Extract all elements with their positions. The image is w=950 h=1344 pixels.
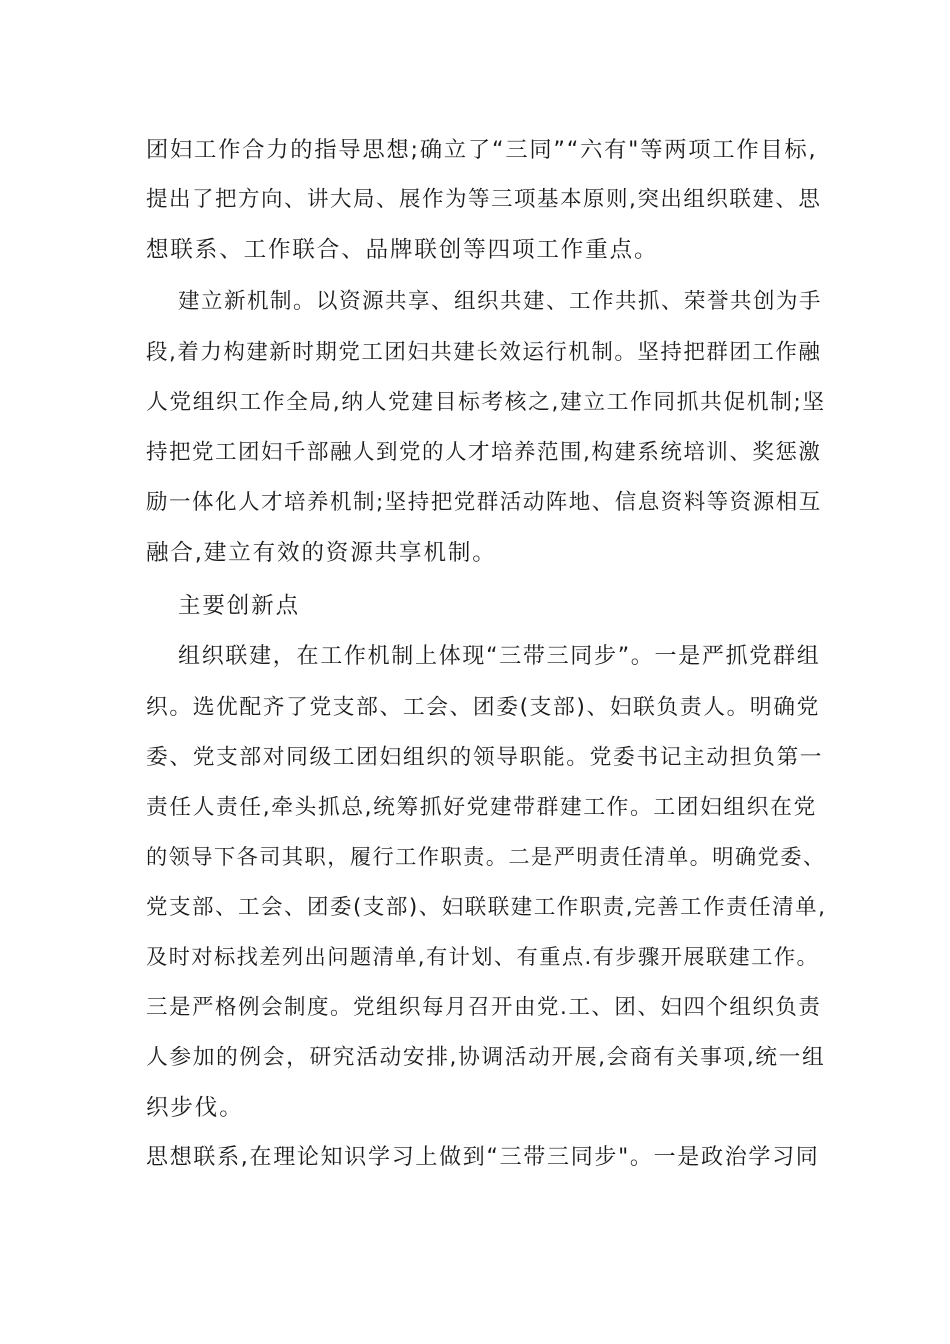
text-line: 思想联系,在理论知识学习上做到“三带三同步"。一是政治学习同 (146, 1145, 820, 1170)
text-line: 党支部、工会、团委(支部)、妇联联建工作职责,完善工作责任清单, (146, 895, 827, 920)
text-line: 段,着力构建新时期党工团妇共建长效运行机制。坚持把群团工作融 (146, 340, 822, 365)
text-line: 三是严格例会制度。党组织每月召开由党.工、团、妇四个组织负责 (146, 995, 822, 1020)
text-line: 织步伐。 (146, 1095, 244, 1121)
text-line: 主要创新点 (178, 593, 301, 619)
text-line: 组织联建，在工作机制上体现“三带三同步”。一是严抓党群组 (178, 644, 821, 669)
text-line: 持把党工团妇千部融人到党的人才培养范围,构建系统培训、奖惩激 (146, 440, 822, 465)
text-line: 人参加的例会，研究活动安排,协调活动开展,会商有关事项,统一组 (146, 1045, 826, 1070)
text-line: 建立新机制。以资源共享、组织共建、工作共抓、荣誉共创为手 (178, 289, 823, 314)
text-line: 委、党支部对同级工团妇组织的领导职能。党委书记主动担负第一 (146, 745, 824, 770)
text-line: 人党组织工作全局,纳人党建目标考核之,建立工作同抓共促机制;坚 (146, 390, 826, 415)
text-line: 团妇工作合力的指导思想;确立了“三同”“六有"等两项工作目标, (146, 137, 818, 163)
text-line: 想联系、工作联合、品牌联创等四项工作重点。 (146, 237, 659, 263)
text-line: 织。选优配齐了党支部、工会、团委(支部)、妇联负责人。明确党 (146, 695, 820, 720)
text-line: 的领导下各司其职，履行工作职责。二是严明责任清单。明确党委、 (146, 845, 826, 870)
text-line: 提出了把方向、讲大局、展作为等三项基本原则,突出组织联建、思 (146, 187, 822, 212)
text-line: 融合,建立有效的资源共享机制。 (146, 540, 497, 566)
text-line: 及时对标找差列出问题清单,有计划、有重点.有步骤开展联建工作。 (146, 945, 820, 970)
text-line: 责任人责任,牵头抓总,统筹抓好党建带群建工作。工团妇组织在党 (146, 795, 817, 820)
text-line: 励一体化人才培养机制;坚持把党群活动阵地、信息资料等资源相互 (146, 490, 822, 515)
